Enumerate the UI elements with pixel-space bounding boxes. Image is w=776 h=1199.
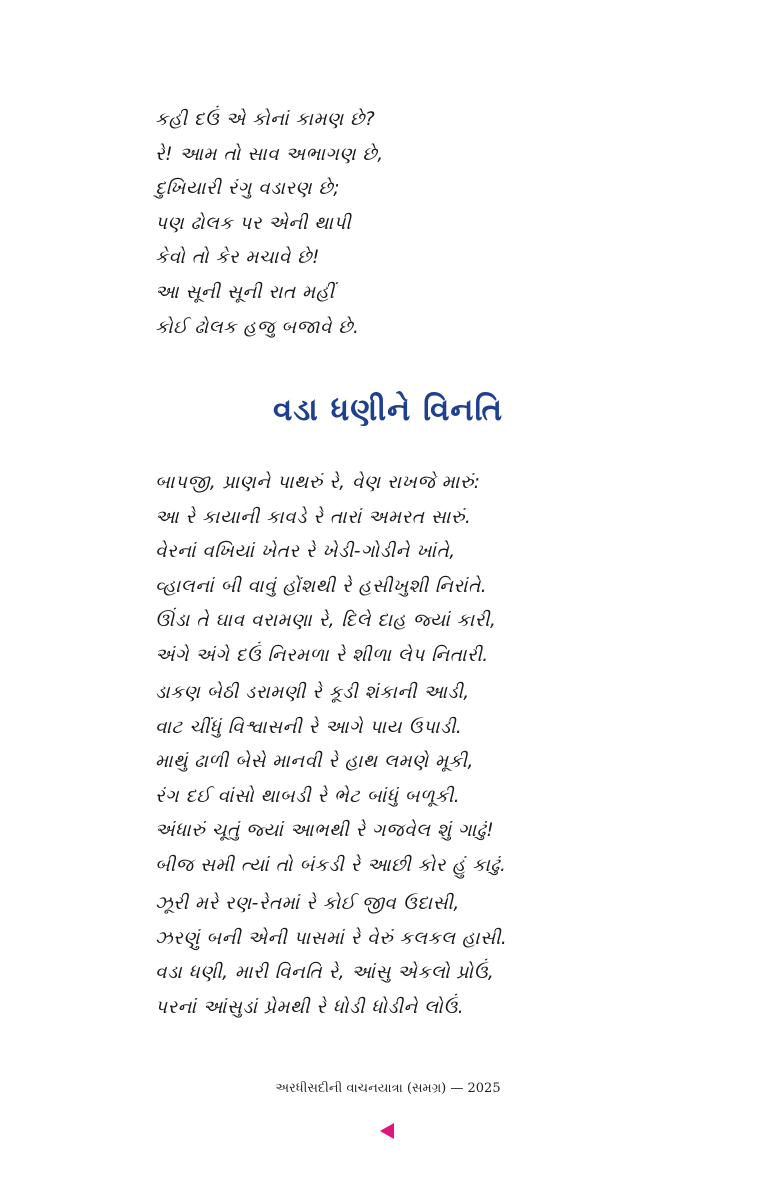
verse-line: વાટ ચીંધું વિશ્વાસની રે આગે પાય ઉપાડી. bbox=[155, 716, 463, 738]
verse-line: કહી દઉં એ કોનાં કામણ છે? bbox=[155, 109, 376, 130]
stanza-intro bbox=[155, 103, 384, 345]
verse-line: અંગે અંગે દઉં નિરમળા રે શીળા લેપ નિતારી. bbox=[155, 644, 489, 666]
verse-line: આ રે કાયાની કાવડે રે તારાં અમરત સારું. bbox=[155, 506, 472, 528]
verse-line: પણ ઢોલક પર એની થાપી bbox=[155, 212, 352, 234]
verse-line: રે! આમ તો સાવ અભાગણ છે, bbox=[155, 143, 384, 165]
verse-line: વડા ધણી, મારી વિનતિ રે, આંસુ એકલો પ્રોઉં, bbox=[155, 962, 495, 984]
verse-line: વેરનાં વખિયાં ખેતર રે ખેડી-ગોડીને ખાંતે, bbox=[155, 541, 456, 563]
stanza-1 bbox=[155, 466, 496, 674]
stanza-2 bbox=[155, 676, 506, 884]
stanza-3 bbox=[155, 887, 507, 1025]
verse-line: દુખિયારી રંગુ વડારણ છે; bbox=[155, 178, 340, 200]
verse-line: આ સૂની સૂની રાત મહીં bbox=[155, 281, 335, 303]
page-footer: અરધીસદીની વાચનયાત્રા (સમગ્ર) — 2025 bbox=[275, 1081, 501, 1096]
verse-line: ઊંડા તે ઘાવ વરામણા રે, દિલે દાહ જ્યાં કારી, bbox=[155, 610, 497, 632]
verse-line: રંગ દઈ વાંસો થાબડી રે ભેટ બાંધું બળૂકી. bbox=[155, 785, 461, 807]
verse-line: કોઈ ઢોલક હજુ બજાવે છે. bbox=[155, 316, 360, 338]
left-triangle-icon[interactable] bbox=[380, 1123, 394, 1139]
poem-title: વડા ધણીને વિનતિ bbox=[272, 392, 504, 428]
verse-line: અંધારું ચૂતું જ્યાં આભથી રે ગજવેલ શું ગાઢું! bbox=[155, 820, 495, 842]
verse-line: ઝરણું બની એની પાસમાં રે વેરું કલકલ હાસી. bbox=[155, 927, 508, 949]
verse-line: બાપજી, પ્રાણને પાથરું રે, વેણ રાખજે મારું: bbox=[155, 472, 481, 493]
verse-line: વ્હાલનાં બી વાવું હોંશથી રે હસીખુશી નિરાંતે. bbox=[155, 575, 488, 597]
verse-line: પરનાં આંસુડાં પ્રેમથી રે ધોડી ધોડીને લોઉં. bbox=[155, 996, 465, 1018]
verse-line: માથું ઢાળી બેસે માનવી રે હાથ લમણે મૂકી, bbox=[155, 751, 474, 773]
verse-line: કેવો તો કેર મચાવે છે! bbox=[155, 247, 320, 269]
verse-line: ડાકણ બેઠી ડરામણી રે કૂડી શંકાની આડી, bbox=[155, 682, 470, 703]
verse-line: બીજ સમી ત્યાં તો બંકડી રે આછી કોર હું કાઢું. bbox=[155, 854, 507, 876]
verse-line: ઝૂરી મરે રણ-રેતમાં રે કોઈ જીવ ઉદાસી, bbox=[155, 893, 460, 914]
